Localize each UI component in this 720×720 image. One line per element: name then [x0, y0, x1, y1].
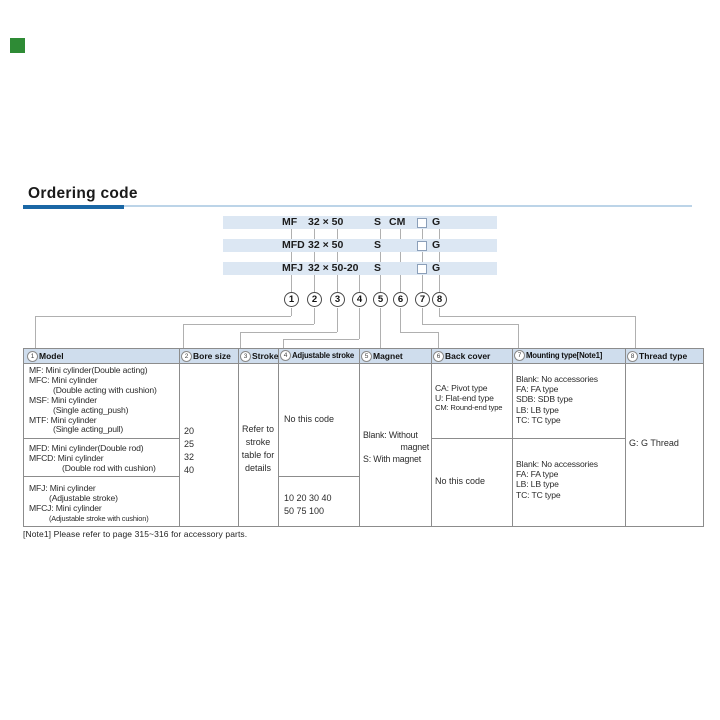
header-num-icon: 4: [280, 350, 291, 361]
code-size: 32 × 50-20: [308, 262, 359, 274]
step-circle-1: 1: [284, 292, 299, 307]
connector-line: [400, 308, 401, 332]
connector-line: [439, 316, 635, 317]
connector-line: [337, 308, 338, 332]
cell-thread-type: G: G Thread: [629, 438, 679, 448]
connector-line: [240, 332, 241, 348]
connector-line: [422, 308, 423, 324]
code-model: MF: [282, 216, 298, 228]
header-num-icon: 1: [27, 351, 38, 362]
step-circle-8: 8: [432, 292, 447, 307]
step-circle-3: 3: [330, 292, 345, 307]
row-divider: [24, 476, 179, 477]
connector-line: [35, 316, 291, 317]
step-circle-5: 5: [373, 292, 388, 307]
code-back-cover: CM: [389, 216, 406, 228]
header-num-icon: 5: [361, 351, 372, 362]
cell-mounting-top: Blank: No accessories FA: FA type SDB: SDB type LB: LB type TC: TC type: [516, 374, 598, 425]
code-thread: G: [432, 262, 441, 274]
code-magnet: S: [374, 239, 382, 251]
code-magnet: S: [374, 216, 382, 228]
cell-bore-size: 20 25 32 40: [184, 426, 195, 475]
footnote: [Note1] Please refer to page 315~316 for accessory parts.: [23, 529, 248, 539]
column-header-adjustable-stroke: 4 Adjustable stroke: [280, 349, 354, 363]
header-num-icon: 8: [627, 351, 638, 362]
cell-magnet: Blank: Without magnet S: With magnet: [363, 430, 429, 464]
column-header-thread-type: 8 Thread type: [627, 349, 687, 363]
connector-line: [438, 332, 439, 348]
cell-mounting-bottom: Blank: No accessories FA: FA type LB: LB type TC: TC type: [516, 459, 598, 500]
connector-line: [380, 308, 381, 348]
connector-line: [291, 308, 292, 316]
cell-back-cover-bottom: No this code: [435, 476, 486, 486]
cell-adjustable-bottom: 10 20 30 40 50 75 100: [284, 493, 332, 516]
column-divider: [278, 349, 279, 526]
column-header-magnet: 5 Magnet: [361, 349, 403, 363]
cell-back-cover-top: CA: Pivot type U: Flat-end type CM: Round-end type: [435, 383, 503, 412]
page-title: Ordering code: [28, 185, 138, 202]
code-model: MFD: [282, 239, 305, 251]
cell-adjustable-top: No this code: [284, 414, 335, 424]
connector-line: [518, 324, 519, 348]
page-marker-green-square-icon: [10, 38, 25, 53]
code-size: 32 × 50: [308, 239, 344, 251]
connector-line: [183, 324, 184, 348]
title-underline-light: [124, 205, 692, 207]
cell-stroke: Refer to stroke table for details: [241, 424, 275, 473]
title-underline-dark: [23, 205, 124, 209]
connector-line: [240, 332, 337, 333]
connector-line: [359, 308, 360, 339]
connector-line: [283, 339, 284, 348]
cell-model-group2: MFD: Mini cylinder(Double rod) MFCD: Mini cylinder (Double rod with cushion): [29, 443, 156, 473]
step-circle-2: 2: [307, 292, 322, 307]
connector-line: [359, 275, 360, 293]
code-size: 32 × 50: [308, 216, 344, 228]
column-header-mounting-type: 7 Mounting type[Note1]: [514, 349, 602, 363]
header-num-icon: 7: [514, 350, 525, 361]
column-header-model: 1 Model: [27, 349, 64, 363]
step-circle-4: 4: [352, 292, 367, 307]
connector-line: [635, 316, 636, 348]
column-divider: [179, 349, 180, 526]
step-circle-7: 7: [415, 292, 430, 307]
code-model: MFJ: [282, 262, 303, 274]
header-num-icon: 2: [181, 351, 192, 362]
row-divider: [24, 438, 179, 439]
connector-line: [422, 324, 518, 325]
connector-line: [314, 308, 315, 324]
code-magnet: S: [374, 262, 382, 274]
connector-line: [35, 316, 36, 348]
column-divider: [359, 349, 360, 526]
step-circle-6: 6: [393, 292, 408, 307]
ordering-code-row-3: [223, 262, 497, 275]
header-num-icon: 3: [240, 351, 251, 362]
column-header-stroke: 3 Stroke: [240, 349, 278, 363]
ordering-table: [23, 348, 704, 527]
column-divider: [625, 349, 626, 526]
cell-model-group3: MFJ: Mini cylinder (Adjustable stroke) MFCJ: Mini cylinder (Adjustable stroke with cushion): [29, 483, 149, 523]
connector-line: [439, 308, 440, 316]
empty-box-icon: [417, 264, 427, 274]
header-num-icon: 6: [433, 351, 444, 362]
connector-line: [183, 324, 314, 325]
connector-line: [283, 339, 359, 340]
ordering-code-row-2: [223, 239, 497, 252]
row-divider: [431, 438, 625, 439]
empty-box-icon: [417, 218, 427, 228]
column-header-bore-size: 2 Bore size: [181, 349, 231, 363]
code-thread: G: [432, 239, 441, 251]
code-thread: G: [432, 216, 441, 228]
column-header-back-cover: 6 Back cover: [433, 349, 490, 363]
connector-line: [400, 332, 438, 333]
ordering-code-row-1: [223, 216, 497, 229]
cell-model-group1: MF: Mini cylinder(Double acting) MFC: Mini cylinder (Double acting with cushion) MSF: Mini cylinder (Single acting_push) MTF: Mini cylinder (Single acting_pull): [29, 365, 157, 435]
row-divider: [278, 476, 359, 477]
empty-box-icon: [417, 241, 427, 251]
